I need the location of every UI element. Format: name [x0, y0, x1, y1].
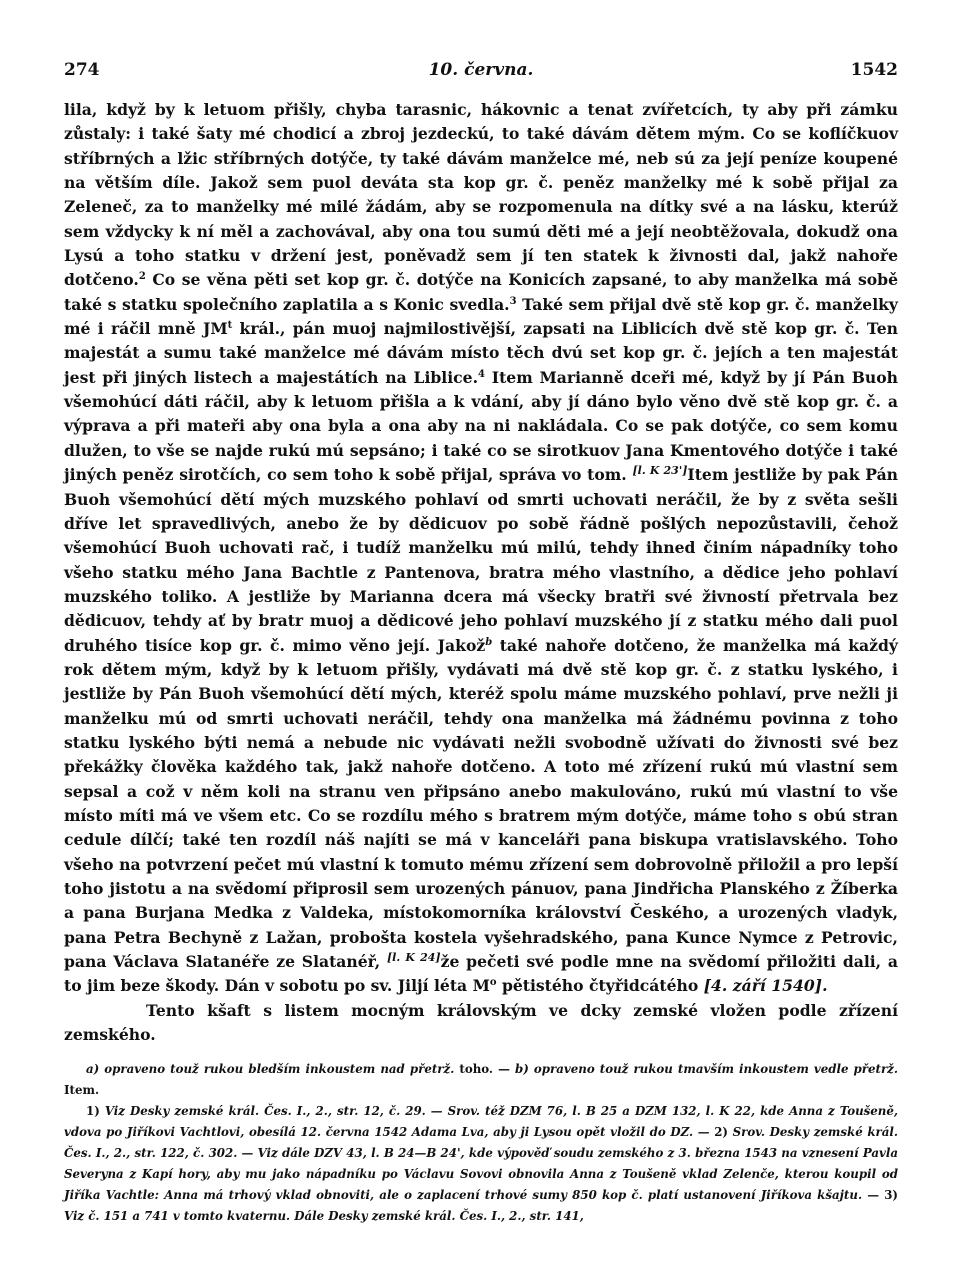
explanatory-notes: [64, 1101, 898, 1226]
superscript-t: t: [227, 319, 233, 331]
text-segment: že pečeti své podle mne na svědomí přiložiti dali, a to jim beze škody. Dán v sobotu po sv. Jiljí léta M: [64, 952, 898, 996]
document-page: [64, 60, 898, 1227]
footnotes: [64, 1059, 898, 1226]
footnote-ref-4: 4: [478, 368, 485, 380]
note-text-b: opraveno touž rukou tmavším inkoustem vedle přetrž.: [528, 1062, 898, 1077]
note-text-3: Viz č. 151 a 741 v tomto kvaternu. Dále Desky zemské král. Čes. I., 2., str. 141,: [64, 1208, 584, 1223]
note-label-b: b): [515, 1062, 529, 1077]
paragraph-testament: [64, 98, 898, 999]
note-label-1: 1): [86, 1104, 100, 1119]
note-label-3: 3): [884, 1187, 898, 1202]
text-segment: Co se věna pěti set kop gr. č. dotýče na Konicích zapsané, to aby manželka má sobě také s statku společního zaplatila a s Konic svedla.: [64, 270, 898, 314]
text-segment: Item Marianně dceři mé, když by jí Pán Buoh všemohúcí dáti ráčil, aby k letuom přišla a k vdání, aby jí dáno bylo věno dvě stě kop gr. č. a výprava a při mateři aby ona byla a ona aby na ni nakládala. Co se pak dotýče, co sem komu dlužen, to vše se najde rukú mú sepsáno; i také co se sirotkuov Jana Kmentového dotýče i také jiných peněz sirotčích, co sem toho k sobě přijal, správa vo tom.: [64, 367, 898, 485]
superscript-o: o: [489, 977, 497, 989]
note-word-a: toho.: [459, 1062, 494, 1077]
text-segment: lila, když by k letuom přišly, chyba tarasnic, hákovnic a tenat zvířetcích, ty aby při zámku zůstaly: i také šaty mé chodicí a zbroj jezdeckú, to také dávám dětem mým. Co se koflíčkuov stříbrných a lžic stříbrných dotýče, ty také dávám manželce mé, neb sú za její peníze koupené na větším díle. Jakož sem puol deváta sta kop gr. č. peněz manželky mé k sobě přijal za Zeleneč, za to manželky mé milé žádám, aby se rozpomenula na dítky své a na lásku, kterúž sem vždycky k ní měl a zachovával, aby ona tou sumú děti mé a její neobtěžovala, dokudž ona Lysú a toho statku v držení jest, poněvadž sem jí ten statek k živnosti dal, jakž nahoře dotčeno.: [64, 100, 898, 290]
note-label-a: a): [86, 1062, 100, 1077]
folio-marker-k23: [l. K 23']: [632, 463, 688, 477]
note-separator: —: [493, 1062, 515, 1077]
note-text-1: Viz Desky zemské král. Čes. I., 2., str. 12, č. 29. — Srov. též DZM 76, l. B 25 a DZM 132, l. K 22, kde Anna z Toušeně, vdova po Jiříkovi Vachtlovi, obesílá 12. června 1542 Adama Lva, aby ji Lysou opět vložil do DZ. —: [64, 1104, 898, 1140]
folio-marker-k24: [l. K 24]: [386, 950, 441, 964]
note-text-2: Srov. Desky zemské král. Čes. I., 2., str. 122, č. 302. — Viz dále DZV 43, l. B 24—B 24', kde výpověď soudu zemského z 3. března 1543 na vznesení Pavla Severyna z Kapí hory, aby mu jako nápadníku po Václavu Sovovi obnovila Anna z Toušeně vklad Zelenče, kterou koupil od Jiříka Vachtle: Anna má trhový vklad obnoviti, ale o zaplacení trhové sumy 850 kop č. platí ustanovení Jiříkova kšajtu. —: [64, 1125, 898, 1202]
date-bracket: [4. září 1540].: [703, 976, 828, 996]
text-segment: také nahoře dotčeno, že manželka má každý rok dětem mým, když by k letuom přišly, vydávati má dvě stě kop gr. č. z statku lyského, i jestliže by Pán Buoh všemohúcí dětí mých, kteréž spolu máme muzského pohlaví, prve nežli ji manželku mú od smrti uchovati neráčil, tehdy ona manželka má žádnému povinna z toho statku lyského býti nemá a nebude nic vydávati nežli svobodně užívati do živnosti své bez překážky člověka každého tak, jakž nahoře dotčeno. A toto mé zřízení rukú mú vlastní sem sepsal a což v něm koli na stranu ven připsáno anebo makulováno, rukú mú vlastní to vše místo míti má ve všem etc. Co se rozdílu mého s bratrem mým dotýče, máme toho s obú stran cedule dílčí; také ten rozdíl náš najíti se má v kanceláři pana biskupa vratislavského. Toho všeho na potvrzení pečet mú vlastní k tomuto mému zřízení sem dobrovolně přiložil a pro lepší toho jistotu a na svědomí připrosil sem urozených pánuov, pana Jindřicha Planského z Žíberka a pana Burjana Medka z Valdeka, místokomorníka království Českého, a urozených vladyk, pana Petra Bechyně z Lažan, probošta kostela vyšehradského, pana Kunce Nymce z Petrovic, pana Václava Slatanéře ze Slatanéř,: [64, 635, 898, 972]
text-segment: pětistého čtyřidcátého: [496, 976, 704, 996]
paragraph-registration: Tento kšaft s listem mocným královským ve dcky zemské vložen podle zřízení zemského.: [64, 1000, 898, 1045]
running-header: [64, 60, 898, 90]
text-segment: Také sem přijal dvě stě kop gr. č. manželky mé i ráčil mně JM: [64, 294, 898, 339]
running-title: 10. června.: [428, 60, 534, 80]
footnote-ref-2: 2: [138, 271, 146, 283]
text-segment: král., pán muoj najmilostivější, zapsati na Liblicích dvě stě kop gr. č. Ten majestát a sumu také manželce mé dávám místo těch dvú set kop gr. č. jejích a ten majestát jest při jiných listech a majestátích na Liblice.: [64, 319, 898, 387]
note-ref-b: b: [485, 636, 493, 648]
note-word-b: Item.: [64, 1083, 100, 1098]
page-number: 274: [64, 60, 100, 80]
note-label-2: 2): [714, 1125, 728, 1140]
header-year: 1542: [850, 60, 898, 80]
note-text-a: opraveno touž rukou bledším inkoustem nad přetrž.: [99, 1062, 460, 1077]
text-segment: Item jestliže by pak Pán Buoh všemohúcí dětí mých muzského pohlaví od smrti uchovati neráčil, že by z světa sešli dříve let spravedlivých, anebo že by dědicuov po sobě řádně pošlých nepozůstavili, čehož všemohúcí Buoh uchovati rač, i tudíž manželku mú milú, tehdy ihned činím nápadníky toho všeho statku mého Jana Bachtle z Pantenova, bratra mého vlastního, a dědice jeho pohlaví muzského toliko. A jestliže by Marianna dcera má všecky bratři své živností přetrvala bez dědicuov, tehdy ať by bratr muoj a dědicové jeho pohlaví muzského jí z statku mého dali puol druhého tisíce kop gr. č. mimo věno její. Jakož: [64, 465, 899, 655]
textual-notes: [64, 1059, 898, 1101]
footnote-ref-3: 3: [509, 295, 517, 307]
main-text: [64, 98, 898, 1047]
